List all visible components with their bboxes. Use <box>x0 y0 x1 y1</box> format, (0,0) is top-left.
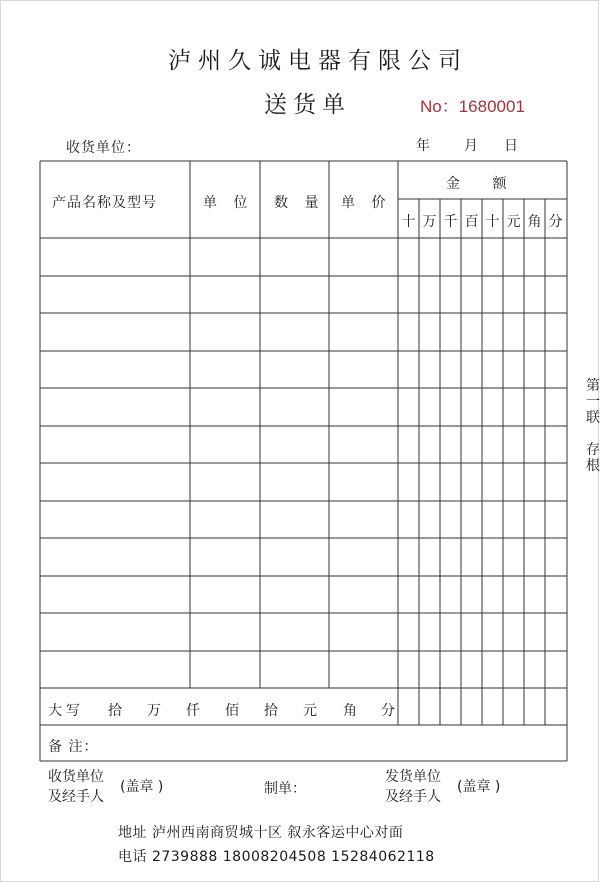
date-day-label: 日 <box>504 138 518 154</box>
digit-place-label: 十 <box>401 214 416 230</box>
company-name: 泸州久诚电器有限公司 <box>168 48 468 74</box>
consignee-label: 收货单位： <box>66 140 141 156</box>
receiver-seal-label: (盖章 ) <box>120 779 164 795</box>
column-header-product: 产品名称及型号 <box>52 195 157 211</box>
capital-unit-label: 仟 <box>186 703 200 719</box>
date-year-label: 年 <box>416 138 430 154</box>
capital-unit-label: 分 <box>381 703 395 719</box>
capital-unit-label: 拾 <box>264 703 278 719</box>
column-header-unit-price: 单 价 <box>341 195 392 211</box>
footer-address: 地址 泸州西南商贸城十区 叙永客运中心对面 <box>118 825 404 841</box>
capital-unit-label: 元 <box>303 703 317 719</box>
receiver-label-line2: 及经手人 <box>48 789 104 805</box>
footer-phone: 电话 2739888 18008204508 15284062118 <box>118 849 435 865</box>
digit-place-label: 分 <box>548 214 563 230</box>
document-title: 送货单 <box>264 92 351 118</box>
sender-seal-label: (盖章 ) <box>457 779 501 795</box>
capital-unit-label: 佰 <box>225 703 239 719</box>
sender-label-line1: 发货单位 <box>385 769 441 785</box>
column-header-quantity: 数 量 <box>274 195 325 211</box>
maker-label: 制单： <box>264 781 306 797</box>
copy-label-stub: 存根 <box>586 442 600 474</box>
document-number: No：1680001 <box>420 97 525 116</box>
capital-amount-label: 大写 <box>48 703 84 719</box>
column-header-amount: 金 额 <box>446 176 521 192</box>
column-header-unit: 单 位 <box>203 195 254 211</box>
capital-unit-label: 拾 <box>108 703 122 719</box>
date-month-label: 月 <box>464 138 478 154</box>
digit-place-label: 百 <box>464 214 479 230</box>
digit-place-label: 角 <box>527 214 542 230</box>
capital-unit-label: 角 <box>343 703 357 719</box>
remarks-label: 备 注： <box>48 739 99 755</box>
digit-place-label: 万 <box>422 214 437 230</box>
capital-unit-label: 万 <box>147 703 161 719</box>
copy-label-first: 第一联 <box>586 378 600 426</box>
sender-label-line2: 及经手人 <box>385 789 441 805</box>
digit-place-label: 千 <box>443 214 458 230</box>
receiver-label-line1: 收货单位 <box>48 769 104 785</box>
digit-place-label: 元 <box>506 214 521 230</box>
digit-place-label: 十 <box>485 214 500 230</box>
